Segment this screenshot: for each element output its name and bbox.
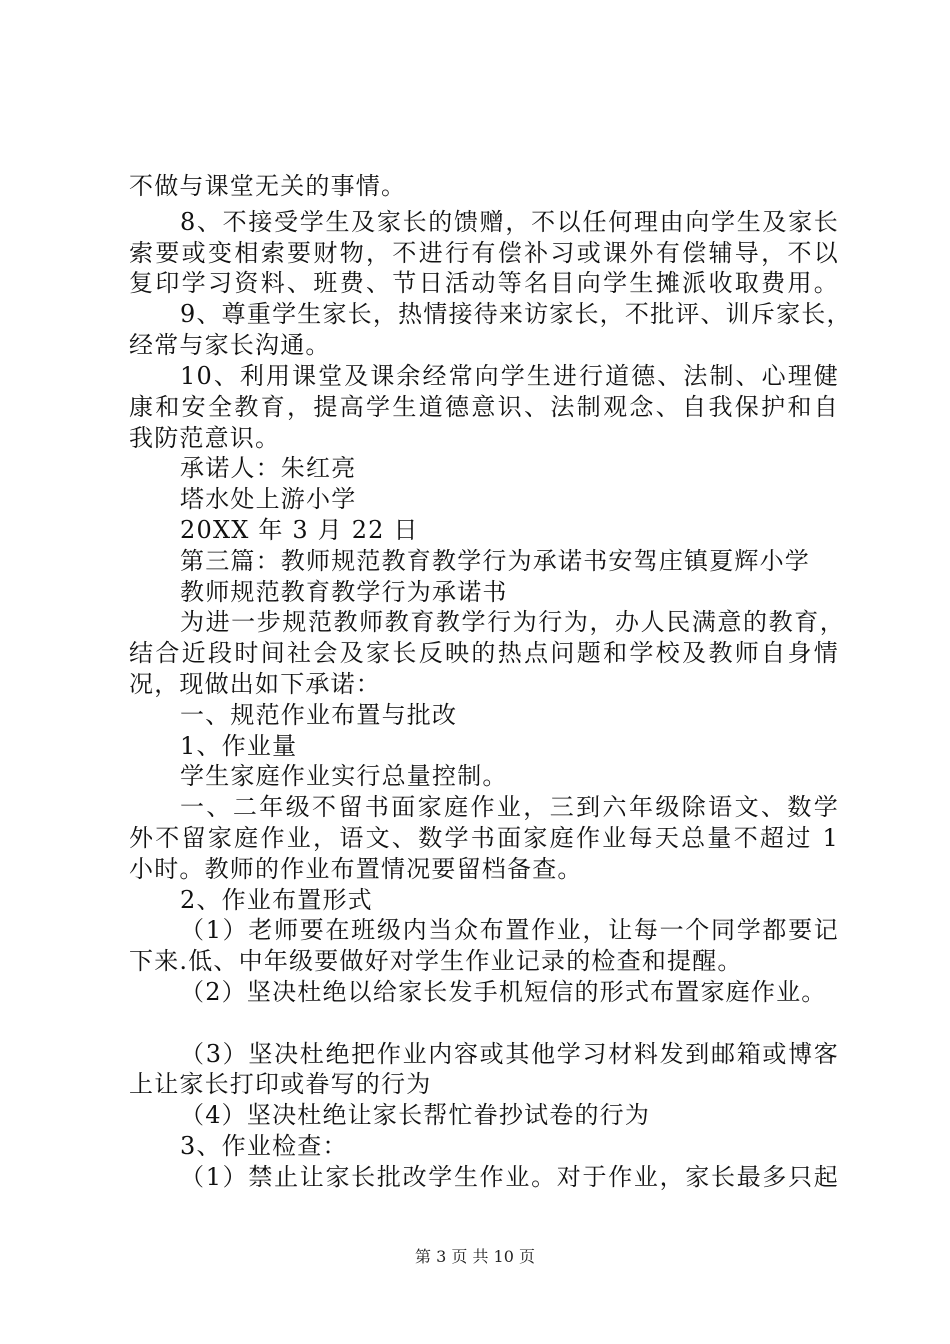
text-line: 10、利用课堂及课余经常向学生进行道德、法制、心理健 bbox=[180, 362, 839, 390]
text-line: 8、不接受学生及家长的馈赠，不以任何理由向学生及家长 bbox=[180, 208, 839, 236]
text-line: 我防范意识。 bbox=[129, 424, 281, 452]
text-line: 学生家庭作业实行总量控制。 bbox=[180, 762, 508, 790]
text-line: （1）老师要在班级内当众布置作业，让每一个同学都要记 bbox=[180, 916, 839, 944]
text-line: 上让家长打印或眷写的行为 bbox=[129, 1070, 432, 1098]
text-line: 塔水处上游小学 bbox=[180, 485, 357, 513]
text-line: 为进一步规范教师教育教学行为行为，办人民满意的教育， bbox=[180, 608, 845, 636]
text-line: 复印学习资料、班费、节日活动等名目向学生摊派收取费用。 bbox=[129, 269, 839, 297]
text-line: 1、作业量 bbox=[180, 732, 298, 760]
text-line: 小时。教师的作业布置情况要留档备查。 bbox=[129, 855, 583, 883]
text-line: 承诺人：朱红亮 bbox=[180, 454, 357, 482]
text-line: （3）坚决杜绝把作业内容或其他学习材料发到邮箱或博客 bbox=[180, 1040, 839, 1068]
text-line: 下来.低、中年级要做好对学生作业记录的检查和提醒。 bbox=[129, 947, 743, 975]
text-line: 不做与课堂无关的事情。 bbox=[129, 172, 407, 200]
text-line: 2、作业布置形式 bbox=[180, 886, 373, 914]
text-line: 况，现做出如下承诺： bbox=[129, 670, 381, 698]
page-footer: 第 3 页 共 10 页 bbox=[415, 1247, 535, 1266]
text-line: （1）禁止让家长批改学生作业。对于作业，家长最多只起 bbox=[180, 1163, 839, 1191]
text-line: （2）坚决杜绝以给家长发手机短信的形式布置家庭作业。 bbox=[180, 978, 827, 1006]
text-line: 外不留家庭作业，语文、数学书面家庭作业每天总量不超过 1 bbox=[129, 824, 839, 852]
text-line: 3、作业检查： bbox=[180, 1132, 348, 1160]
text-line: 一、二年级不留书面家庭作业，三到六年级除语文、数学 bbox=[180, 793, 839, 821]
text-line: 9、尊重学生家长，热情接待来访家长，不批评、训斥家长， bbox=[180, 300, 852, 328]
text-line: 20XX 年 3 月 22 日 bbox=[180, 516, 419, 544]
text-line: 结合近段时间社会及家长反映的热点问题和学校及教师自身情 bbox=[129, 639, 839, 667]
text-line: 教师规范教育教学行为承诺书 bbox=[180, 578, 508, 606]
text-line: 第三篇：教师规范教育教学行为承诺书安驾庄镇夏辉小学 bbox=[180, 547, 810, 575]
text-line: 经常与家长沟通。 bbox=[129, 331, 331, 359]
text-line: 索要或变相索要财物，不进行有偿补习或课外有偿辅导，不以 bbox=[129, 239, 839, 267]
text-line: 康和安全教育，提高学生道德意识、法制观念、自我保护和自 bbox=[129, 393, 839, 421]
text-line: 一、规范作业布置与批改 bbox=[180, 701, 458, 729]
text-line: （4）坚决杜绝让家长帮忙眷抄试卷的行为 bbox=[180, 1101, 651, 1129]
